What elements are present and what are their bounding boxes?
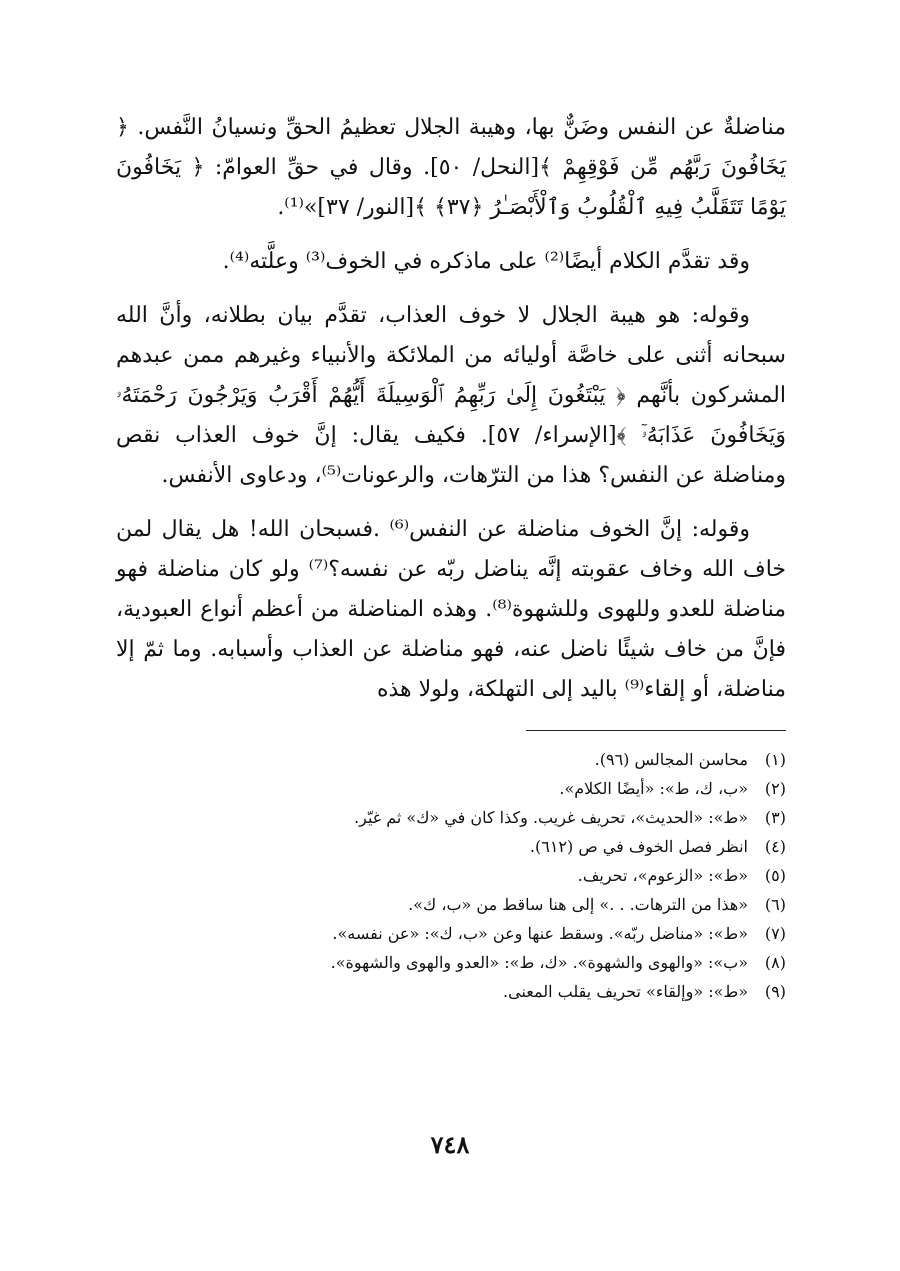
footnote: [116, 861, 786, 890]
footnote: [116, 977, 786, 1006]
footnote-text: «ط»: «الزعوم»، تحريف.: [577, 866, 748, 885]
footnote-text: محاسن المجالس (٩٦).: [594, 750, 748, 769]
footnote-text: «ط»: «مناضل ربّه». وسقط عنها وعن «ب، ك»: «عن نفسه».: [332, 924, 748, 943]
footnote: [116, 890, 786, 919]
footnote-number: (٨): [764, 953, 786, 972]
footnote-number: (٦): [764, 895, 786, 914]
footnote: [116, 832, 786, 861]
footnote-text: «ب، ك، ط»: «أيضًا الكلام».: [559, 779, 748, 798]
footnote-number: (٥): [764, 866, 786, 885]
footnote-text: «ط»: «الحديث»، تحريف غريب. وكذا كان في «ك» ثم غيّر.: [354, 808, 748, 827]
main-text: [116, 108, 786, 710]
paragraph: وقد تقدَّم الكلام أيضًا⁽²⁾ على ماذكره في الخوف⁽³⁾ وعلَّته⁽⁴⁾.: [222, 249, 750, 274]
page-content: [116, 108, 786, 1006]
footnote-number: (٤): [764, 837, 786, 856]
footnote: [116, 745, 786, 774]
footnote-number: (٢): [764, 779, 786, 798]
footnote-text: انظر فصل الخوف في ص (٦١٢).: [529, 837, 748, 856]
footnotes-list: [116, 745, 786, 1006]
footnote-number: (٧): [764, 924, 786, 943]
footnote: [116, 919, 786, 948]
footnote-text: «ط»: «وإلقاء» تحريف يقلب المعنى.: [503, 982, 748, 1001]
paragraph: وقوله: هو هيبة الجلال لا خوف العذاب، تقدَّم بيان بطلانه، وأنَّ الله سبحانه أثنى على خاصَّة أوليائه من الملائكة والأنبياء وغيرهم ممن عبدهم المشركون بأنَّهم ﴿ يَبْتَغُونَ إِلَىٰ رَبِّهِمُ ٱلْوَسِيلَةَ أَيُّهُمْ أَقْرَبُ وَيَرْجُونَ رَحْمَتَهُۥ وَيَخَافُونَ عَذَابَهُۥٓ ﴾[الإسراء/ ٥٧]. فكيف يقال: إنَّ خوف العذاب نقص ومناضلة عن النفس؟ هذا من الترّهات، والرعونات⁽⁵⁾، ودعاوى الأنفس.: [116, 303, 786, 488]
footnote-number: (١): [764, 750, 786, 769]
footnote-number: (٩): [764, 982, 786, 1001]
footnote-text: «هذا من الترهات. . .» إلى هنا ساقط من «ب، ك».: [408, 895, 748, 914]
footnote-divider: [526, 730, 786, 731]
footnote: [116, 948, 786, 977]
paragraph: وقوله: إنَّ الخوف مناضلة عن النفس⁽⁶⁾ .فسبحان الله! هل يقال لمن خاف الله وخاف عقوبته إنَّه يناضل ربّه عن نفسه؟⁽⁷⁾ ولو كان مناضلة فهو مناضلة للعدو وللهوى وللشهوة⁽⁸⁾. وهذه المناضلة من أعظم أنواع العبودية، فإنَّ من خاف شيئًا ناضل عنه، فهو مناضلة عن العذاب وأسبابه. وما ثمّ إلا مناضلة، أو إلقاء⁽⁹⁾ باليد إلى التهلكة، ولولا هذه: [116, 517, 786, 702]
footnote: [116, 803, 786, 832]
footnote-number: (٣): [764, 808, 786, 827]
footnote-text: «ب»: «والهوى والشهوة». «ك، ط»: «العدو والهوى والشهوة».: [330, 953, 748, 972]
footnote: [116, 774, 786, 803]
paragraph: مناضلةٌ عن النفس وضَنٌّ بها، وهيبة الجلال تعظيمُ الحقِّ ونسيانُ النَّفس. ﴿ يَخَافُونَ رَبَّهُم مِّن فَوْقِهِمْ ﴾[النحل/ ٥٠]. وقال في حقِّ العوامّ: ﴿ يَخَافُونَ يَوْمًا تَتَقَلَّبُ فِيهِ ٱلْقُلُوبُ وَٱلْأَبْصَـٰرُ ﴿٣٧﴾ ﴾[النور/ ٣٧]»⁽¹⁾.: [116, 115, 786, 220]
page-number: ٧٤٨: [430, 1130, 470, 1159]
